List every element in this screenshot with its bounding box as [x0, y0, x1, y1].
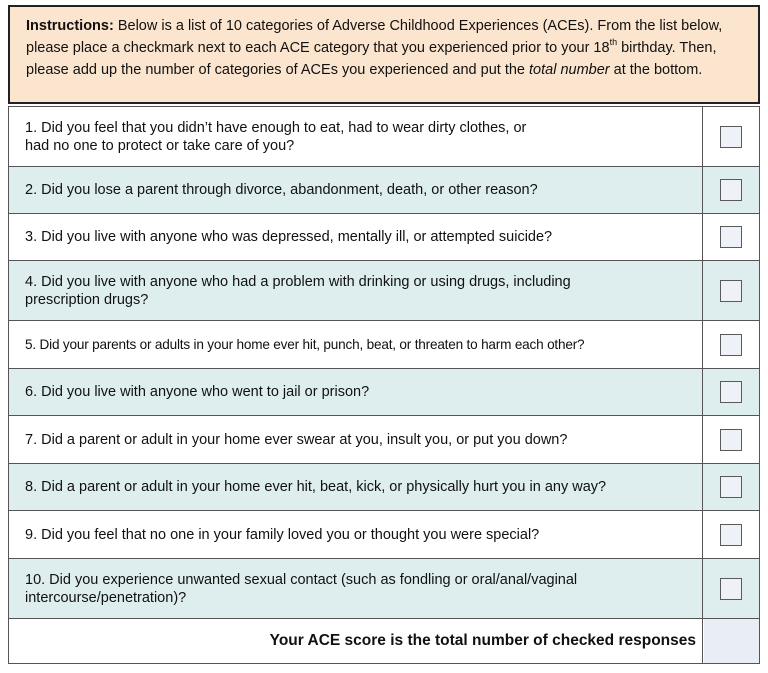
- total-score-label: Your ACE score is the total number of checked responses: [9, 619, 703, 663]
- instructions-superscript: th: [609, 37, 618, 48]
- question-row-7: [9, 416, 759, 464]
- question-7-line-1: 7. Did a parent or adult in your home ever swear at you, insult you, or put you down?: [25, 431, 568, 448]
- instructions-box: [8, 5, 760, 104]
- question-5-checkbox[interactable]: [720, 334, 742, 356]
- total-score-row: [9, 619, 759, 663]
- instructions-label: Instructions:: [26, 18, 114, 34]
- question-8-line-1: 8. Did a parent or adult in your home ever hit, beat, kick, or physically hurt you in any way?: [25, 479, 607, 495]
- question-7-checkbox[interactable]: [720, 429, 742, 451]
- question-row-5: [9, 321, 759, 369]
- question-row-4: [9, 261, 759, 321]
- question-6-line-1: 6. Did you live with anyone who went to jail or prison?: [25, 384, 370, 400]
- question-1-line-2: had no one to protect or take care of you?: [25, 137, 295, 154]
- question-5-line-1: 5. Did your parents or adults in your home ever hit, punch, beat, or threaten to harm each other?: [25, 336, 585, 352]
- question-2-checkbox[interactable]: [720, 179, 742, 201]
- question-text-3: [9, 214, 703, 260]
- question-4-line-2: prescription drugs?: [25, 291, 149, 308]
- question-text-10: [9, 559, 703, 618]
- question-text-4: [9, 261, 703, 320]
- question-4-line-1: 4. Did you live with anyone who had a problem with drinking or using drugs, including: [25, 273, 571, 290]
- question-row-2: [9, 167, 759, 214]
- question-row-1: [9, 107, 759, 167]
- question-1-line-1: 1. Did you feel that you didn’t have enough to eat, had to wear dirty clothes, or: [25, 119, 527, 136]
- instructions-text-3: at the bottom.: [609, 62, 703, 78]
- question-6-checkbox[interactable]: [720, 381, 742, 403]
- ace-question-table: [8, 106, 760, 664]
- question-text-2: [9, 167, 703, 213]
- question-4-checkbox[interactable]: [720, 280, 742, 302]
- question-row-6: [9, 369, 759, 416]
- question-10-checkbox[interactable]: [720, 578, 742, 600]
- question-row-3: [9, 214, 759, 261]
- question-text-9: [9, 511, 703, 558]
- question-3-checkbox[interactable]: [720, 226, 742, 248]
- question-3-line-1: 3. Did you live with anyone who was depressed, mentally ill, or attempted suicide?: [25, 229, 553, 245]
- question-10-line-2: intercourse/penetration)?: [25, 589, 187, 606]
- question-9-checkbox[interactable]: [720, 524, 742, 546]
- question-1-checkbox[interactable]: [720, 126, 742, 148]
- question-row-8: [9, 464, 759, 511]
- total-score-box[interactable]: [704, 619, 759, 663]
- instructions-emphasis: total number: [529, 62, 610, 78]
- instructions-text-2: birthday. Then, please add up the number of categories of ACEs you experienced and put the: [26, 40, 717, 78]
- question-text-5: [9, 321, 703, 368]
- question-9-line-1: 9. Did you feel that no one in your family loved you or thought you were special?: [25, 526, 540, 543]
- question-8-checkbox[interactable]: [720, 476, 742, 498]
- question-text-1: [9, 107, 703, 166]
- question-row-9: [9, 511, 759, 559]
- question-2-line-1: 2. Did you lose a parent through divorce, abandonment, death, or other reason?: [25, 182, 538, 198]
- instructions-text-1: Below is a list of 10 categories of Adverse Childhood Experiences (ACEs). From the list below, please place a checkmark next to each ACE category that you experienced prior to your 18: [26, 18, 723, 56]
- question-10-line-1: 10. Did you experience unwanted sexual contact (such as fondling or oral/anal/vaginal: [25, 571, 578, 588]
- question-text-7: [9, 416, 703, 463]
- question-row-10: [9, 559, 759, 619]
- question-text-6: [9, 369, 703, 415]
- question-text-8: [9, 464, 703, 510]
